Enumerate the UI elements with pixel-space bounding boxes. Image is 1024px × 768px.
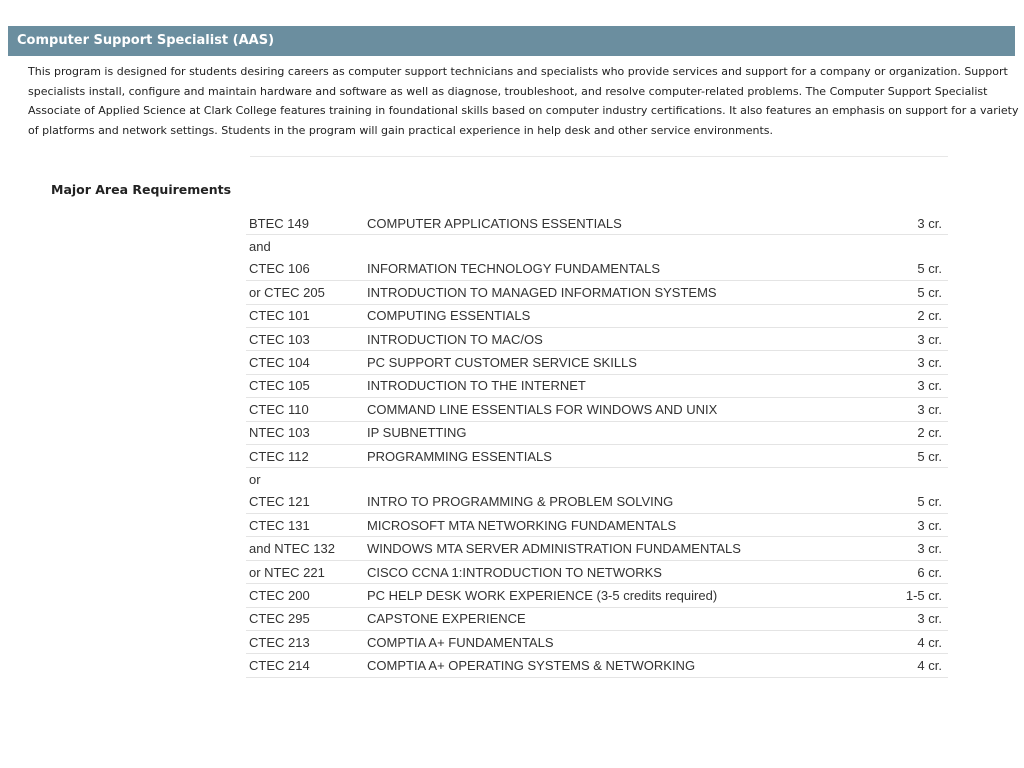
course-credits: 5 cr.	[850, 444, 948, 467]
course-code: CTEC 131	[246, 514, 364, 537]
requirements-table	[246, 212, 948, 678]
course-title: INTRODUCTION TO MAC/OS	[364, 327, 850, 350]
course-title: WINDOWS MTA SERVER ADMINISTRATION FUNDAMENTALS	[364, 537, 850, 560]
course-code: BTEC 149	[246, 212, 364, 235]
course-credits: 6 cr.	[850, 560, 948, 583]
course-code: and NTEC 132	[246, 537, 364, 560]
table-row	[246, 514, 948, 537]
course-title: COMPTIA A+ FUNDAMENTALS	[364, 631, 850, 654]
course-credits: 4 cr.	[850, 631, 948, 654]
table-row	[246, 398, 948, 421]
course-code: CTEC 112	[246, 444, 364, 467]
table-row	[246, 654, 948, 677]
table-row	[246, 560, 948, 583]
course-code: CTEC 105	[246, 374, 364, 397]
course-title: CISCO CCNA 1:INTRODUCTION TO NETWORKS	[364, 560, 850, 583]
table-row	[246, 258, 948, 281]
program-title-bar	[8, 26, 1015, 56]
course-code: NTEC 103	[246, 421, 364, 444]
course-code: CTEC 214	[246, 654, 364, 677]
course-credits	[850, 468, 948, 491]
table-row	[246, 281, 948, 304]
course-title: INFORMATION TECHNOLOGY FUNDAMENTALS	[364, 258, 850, 281]
table-row	[246, 444, 948, 467]
table-row	[246, 537, 948, 560]
course-title: IP SUBNETTING	[364, 421, 850, 444]
course-credits: 3 cr.	[850, 351, 948, 374]
table-row	[246, 468, 948, 491]
course-code: CTEC 104	[246, 351, 364, 374]
course-credits: 3 cr.	[850, 537, 948, 560]
course-credits: 3 cr.	[850, 398, 948, 421]
course-code: CTEC 295	[246, 607, 364, 630]
course-code: CTEC 103	[246, 327, 364, 350]
table-row	[246, 235, 948, 258]
course-title: INTRODUCTION TO THE INTERNET	[364, 374, 850, 397]
course-code: CTEC 106	[246, 258, 364, 281]
section-heading: Major Area Requirements	[51, 182, 232, 197]
course-credits: 5 cr.	[850, 491, 948, 514]
table-row	[246, 607, 948, 630]
course-credits: 3 cr.	[850, 327, 948, 350]
table-row	[246, 374, 948, 397]
table-row	[246, 327, 948, 350]
course-code: CTEC 101	[246, 304, 364, 327]
course-title: PC SUPPORT CUSTOMER SERVICE SKILLS	[364, 351, 850, 374]
course-credits: 2 cr.	[850, 421, 948, 444]
course-credits: 1-5 cr.	[850, 584, 948, 607]
course-credits: 3 cr.	[850, 514, 948, 537]
course-title: MICROSOFT MTA NETWORKING FUNDAMENTALS	[364, 514, 850, 537]
table-row	[246, 351, 948, 374]
course-title: PC HELP DESK WORK EXPERIENCE (3-5 credits required)	[364, 584, 850, 607]
course-credits: 3 cr.	[850, 607, 948, 630]
course-code: CTEC 110	[246, 398, 364, 421]
course-credits	[850, 235, 948, 258]
course-title	[364, 468, 850, 491]
course-code: or	[249, 471, 261, 487]
course-title	[364, 235, 850, 258]
course-title: PROGRAMMING ESSENTIALS	[364, 444, 850, 467]
course-title: CAPSTONE EXPERIENCE	[364, 607, 850, 630]
course-credits: 5 cr.	[850, 281, 948, 304]
course-credits: 5 cr.	[850, 258, 948, 281]
course-code: CTEC 121	[246, 491, 364, 514]
program-description: This program is designed for students desiring careers as computer support technicians and specialists who provide services and support for a company or organization. Support specialists install, configure and maintain hardware and software as well as diagnose, troubleshoot, and resolve computer-related problems. The Computer Support Specialist Associate of Applied Science at Clark College features training in foundational skills based on computer industry certifications. It also features an emphasis on support for a variety of platforms and network settings. Students in the program will gain practical experience in help desk and other service environments.	[28, 65, 1019, 137]
table-row	[246, 421, 948, 444]
course-title: INTRO TO PROGRAMMING & PROBLEM SOLVING	[364, 491, 850, 514]
table-row	[246, 212, 948, 235]
table-row	[246, 491, 948, 514]
course-credits: 3 cr.	[850, 374, 948, 397]
course-code: CTEC 213	[246, 631, 364, 654]
course-code: and	[249, 239, 271, 255]
course-credits: 2 cr.	[850, 304, 948, 327]
course-title: COMPTIA A+ OPERATING SYSTEMS & NETWORKING	[364, 654, 850, 677]
course-credits: 3 cr.	[850, 212, 948, 235]
program-title: Computer Support Specialist (AAS)	[17, 33, 275, 48]
course-title: COMMAND LINE ESSENTIALS FOR WINDOWS AND UNIX	[364, 398, 850, 421]
course-credits: 4 cr.	[850, 654, 948, 677]
course-title: COMPUTER APPLICATIONS ESSENTIALS	[364, 212, 850, 235]
course-code: CTEC 200	[246, 584, 364, 607]
divider	[250, 156, 948, 157]
course-code: or NTEC 221	[246, 560, 364, 583]
course-code: or CTEC 205	[246, 281, 364, 304]
table-row	[246, 631, 948, 654]
table-row	[246, 584, 948, 607]
course-title: INTRODUCTION TO MANAGED INFORMATION SYSTEMS	[364, 281, 850, 304]
table-row	[246, 304, 948, 327]
course-title: COMPUTING ESSENTIALS	[364, 304, 850, 327]
